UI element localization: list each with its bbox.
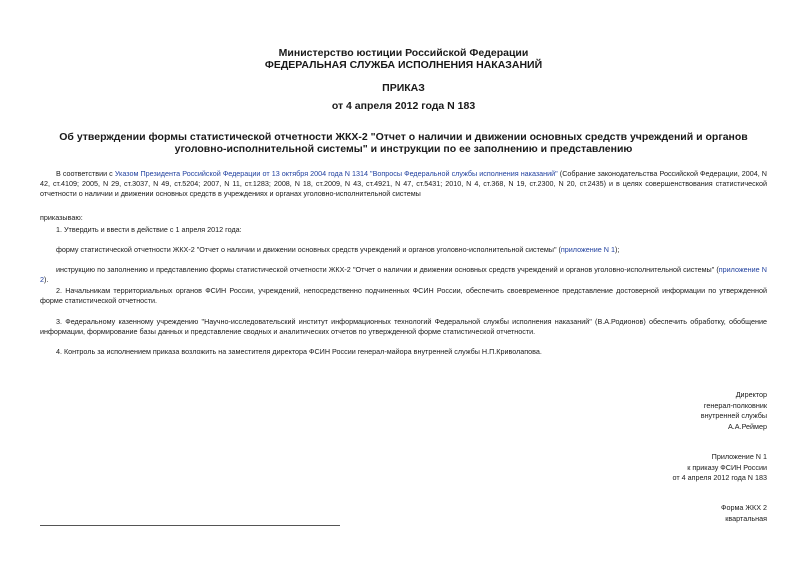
date-number-heading: от 4 апреля 2012 года N 183 — [331, 100, 476, 112]
signature-name: А.А.Реймер — [727, 421, 767, 431]
signature-block — [701, 390, 767, 432]
appendix-ref: к приказу ФСИН России — [687, 462, 767, 472]
item-1a-text: форму статистической отчетности ЖКХ-2 "Отчет о наличии и движении основных средств учреждений и органов уголовно-исполнительной системы" ( — [56, 245, 561, 254]
signature-rank: генерал-полковник — [703, 400, 767, 410]
signature-position: Директор — [735, 390, 767, 399]
document-title: Об утверждении формы статистической отчетности ЖКХ-2 "Отчет о наличии и движении основных средств учреждений и органов уголовно-исполнительной системы" и инструкции по ее заполнению и представлению — [59, 131, 748, 155]
appendix-2-link[interactable]: приложение N 2 — [40, 265, 767, 284]
order-word: приказываю: — [40, 213, 83, 222]
item-3: 3. Федеральному казенному учреждению "Научно-исследовательский институт информационных технологий Федеральной службы исполнения наказаний" (В.А.Родионов) обеспечить обработку, обобщение информации, формирование базы данных и представление сводных и аналитических отчетов по утвержденной форме статистической отчетности. — [40, 317, 767, 336]
signature-service: внутренней службы — [700, 411, 767, 420]
appendix-date: от 4 апреля 2012 года N 183 — [672, 473, 767, 482]
appendix-block — [672, 452, 767, 484]
item-1a — [40, 245, 767, 255]
ministry-heading: Министерство юстиции Российской Федерации — [278, 47, 529, 59]
item-1b — [40, 265, 767, 285]
form-name: Форма ЖКХ 2 — [720, 503, 767, 512]
preamble-paragraph — [40, 169, 767, 199]
appendix-1-link[interactable]: приложение N 1 — [560, 245, 615, 254]
item-1b-text: инструкцию по заполнению и представлению формы статистической отчетности ЖКХ-2 "Отчет о наличии и движении основных средств учреждений и органов уголовно-исполнительной системы" ( — [56, 265, 719, 274]
item-1b-end: ). — [44, 275, 49, 284]
appendix-title: Приложение N 1 — [711, 452, 767, 461]
service-heading: ФЕДЕРАЛЬНАЯ СЛУЖБА ИСПОЛНЕНИЯ НАКАЗАНИЙ — [264, 59, 543, 71]
item-4: 4. Контроль за исполнением приказа возложить на заместителя директора ФСИН России генерал-майора внутренней службы Н.П.Криволапова. — [56, 347, 542, 356]
preamble-text-end: (Собрание законодательства Российской Федерации, 2004, N 42, ст.4109; 2005, N 29, ст.3037, N 49, ст.5204; 2007, N 11, ст.1283; 2008, N 18, ст.2009, N 43, ст.4921, N 47, ст.5431; 2010, N 4, ст.368, N 19, ст.2300, N 20, ст.2435) и в целях совершенствования статистической отчетности о наличии и движении основных средств в учреждениях и органах уголовно-исполнительной системы — [40, 169, 767, 198]
divider-line — [40, 525, 340, 526]
item-1: 1. Утвердить и ввести в действие с 1 апреля 2012 года: — [56, 225, 242, 234]
form-block — [721, 503, 767, 524]
doc-type-heading: ПРИКАЗ — [382, 82, 425, 94]
item-1a-end: ); — [614, 245, 620, 254]
form-period: квартальная — [725, 513, 767, 523]
decree-link[interactable]: Указом Президента Российской Федерации от 13 октября 2004 года N 1314 "Вопросы Федеральной службы исполнения наказаний" — [114, 169, 558, 178]
item-2: 2. Начальникам территориальных органов ФСИН России, учреждений, непосредственно подчиненных ФСИН России, обеспечить своевременное представление достоверной информации по утвержденной форме статистической отчетности. — [40, 286, 767, 305]
preamble-text-start: В соответствии с — [56, 169, 115, 178]
